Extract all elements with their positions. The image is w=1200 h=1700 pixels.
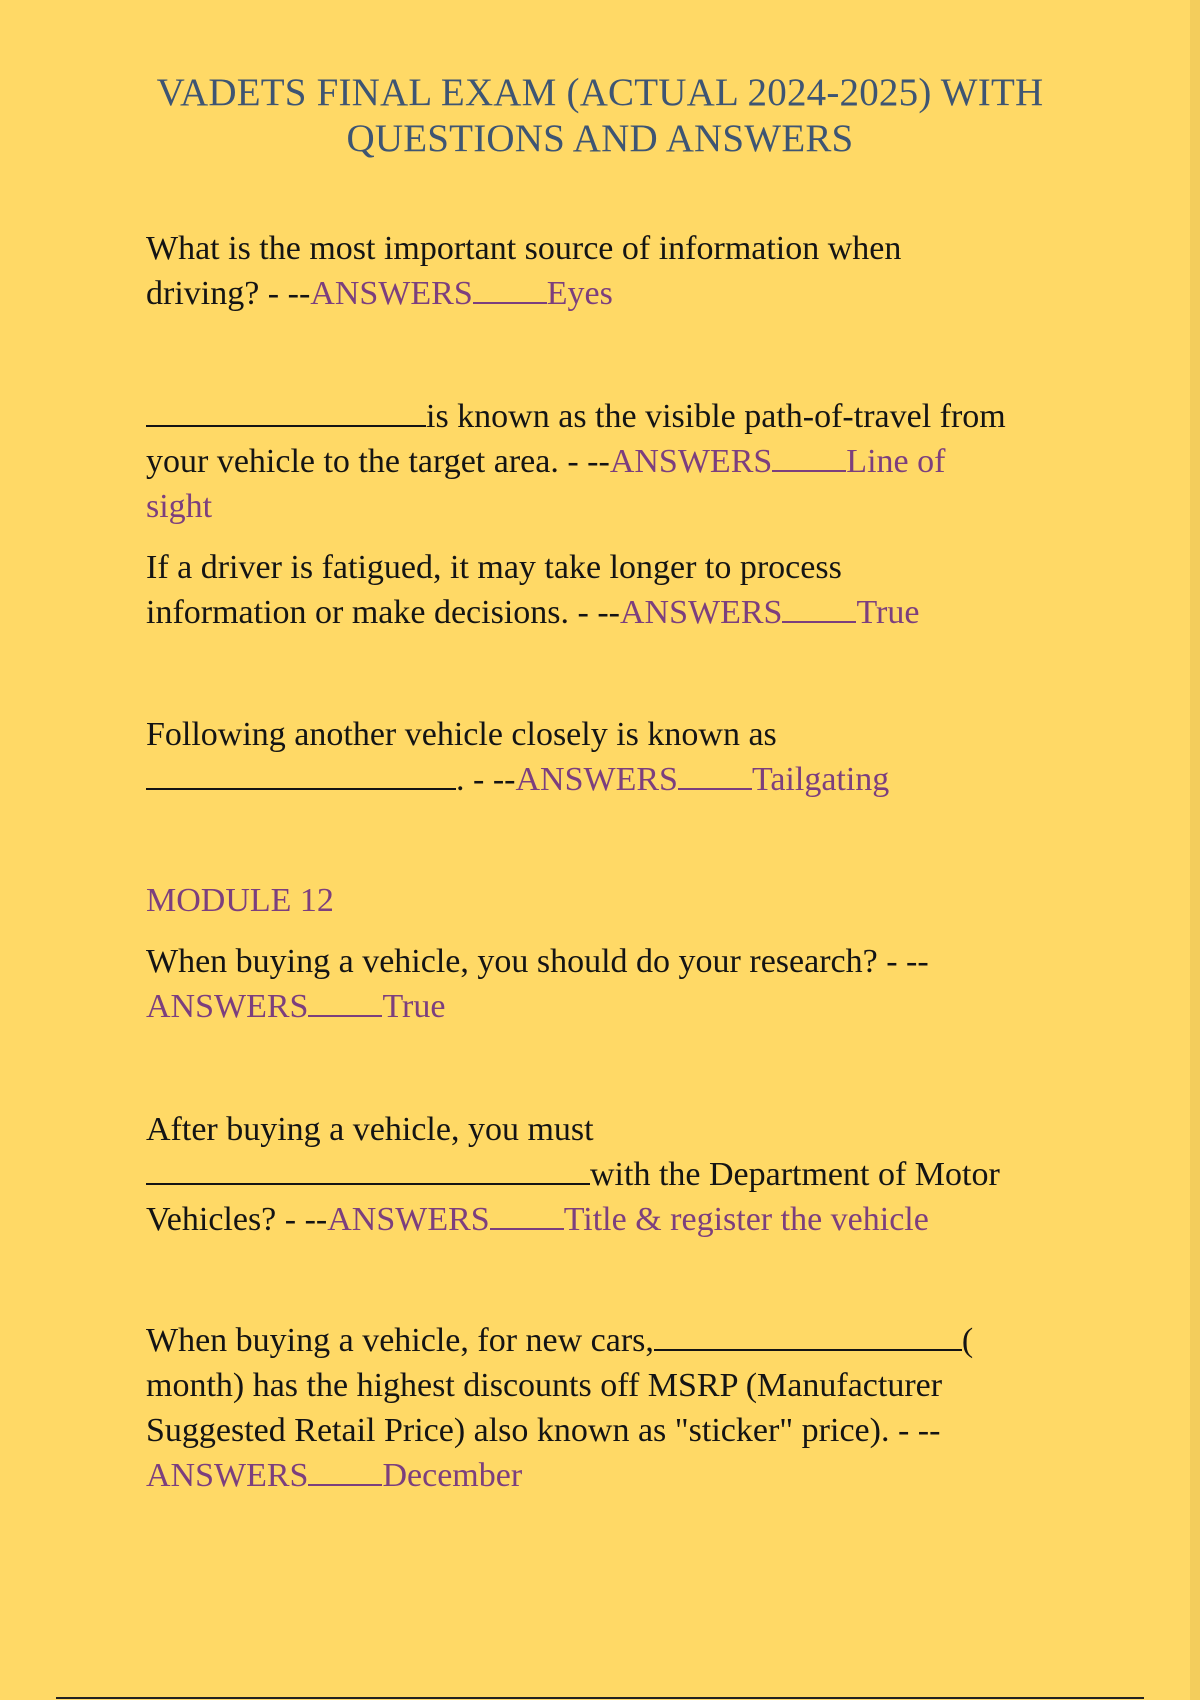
question-2-answer-part-2: sight (146, 488, 213, 525)
answers-label: ANSWERS (146, 1457, 309, 1494)
question-2-line-1 (146, 394, 1066, 439)
question-4 (146, 712, 1066, 802)
question-7-answer: December (382, 1457, 523, 1494)
answer-blank (782, 591, 856, 623)
question-1 (146, 226, 1066, 316)
question-2-text-1: is known as the visible path-of-travel from (426, 398, 1006, 435)
question-3 (146, 545, 1066, 635)
answer-blank (473, 272, 547, 304)
question-3-answer: True (856, 594, 920, 631)
question-7-paren: ( (961, 1322, 974, 1359)
question-5-answer: True (382, 988, 446, 1025)
module-heading: MODULE 12 (146, 882, 334, 919)
question-2-text-2: your vehicle to the target area. - -- (146, 443, 610, 480)
question-2-line-2 (146, 439, 1066, 484)
title-line-2: QUESTIONS AND ANSWERS (346, 117, 854, 160)
question-3-line-1: If a driver is fatigued, it may take longer to process (146, 549, 842, 586)
answers-label: ANSWERS (146, 988, 309, 1025)
question-1-answer: Eyes (546, 275, 613, 312)
question-1-line-1: What is the most important source of information when (146, 230, 902, 267)
title-line-1: VADETS FINAL EXAM (ACTUAL 2024-2025) WITH (156, 71, 1044, 114)
question-6-answer: Title & register the vehicle (563, 1201, 929, 1238)
question-3-text: information or make decisions. - -- (146, 594, 620, 631)
footer-divider (56, 1697, 1144, 1699)
answers-label: ANSWERS (619, 594, 783, 631)
answers-label: ANSWERS (327, 1201, 490, 1238)
fill-in-blank (146, 1153, 590, 1185)
document-title (120, 70, 1080, 162)
fill-in-blank (654, 1319, 962, 1351)
fill-in-blank (146, 758, 456, 790)
question-5-line-1: When buying a vehicle, you should do your research? - -- (146, 943, 929, 980)
page-edge-shadow (1190, 0, 1200, 1700)
answer-blank (490, 1198, 564, 1230)
question-6-line-3 (146, 1197, 1066, 1242)
question-7-line-2: month) has the highest discounts off MSRP (Manufacturer (146, 1367, 943, 1404)
question-1-text: driving? - -- (146, 275, 311, 312)
answer-blank (772, 440, 846, 472)
answers-label: ANSWERS (310, 275, 473, 312)
question-5 (146, 939, 1066, 1029)
question-4-text: . - -- (456, 761, 516, 798)
question-6 (146, 1107, 1066, 1242)
question-7 (146, 1318, 1066, 1498)
question-3-line-2 (146, 590, 1066, 635)
question-6-line-1: After buying a vehicle, you must (146, 1111, 594, 1148)
question-7-text-1: When buying a vehicle, for new cars, (146, 1322, 654, 1359)
question-7-line-4 (146, 1453, 1066, 1498)
question-7-line-1 (146, 1318, 1066, 1363)
answer-blank (678, 758, 752, 790)
answer-blank (308, 985, 382, 1017)
question-2-answer-part-1: Line of (846, 443, 946, 480)
question-4-line-2 (146, 757, 1066, 802)
question-6-text-2: with the Department of Motor (590, 1156, 1000, 1193)
question-1-line-2 (146, 271, 1066, 316)
answers-label: ANSWERS (609, 443, 773, 480)
question-4-line-1: Following another vehicle closely is known as (146, 716, 777, 753)
question-2 (146, 394, 1066, 529)
answer-blank (308, 1454, 382, 1486)
question-4-answer: Tailgating (751, 761, 890, 798)
question-6-line-2 (146, 1152, 1066, 1197)
question-7-line-3: Suggested Retail Price) also known as "sticker" price). - -- (146, 1412, 941, 1449)
answers-label: ANSWERS (515, 761, 678, 798)
question-5-line-2 (146, 984, 1066, 1029)
fill-in-blank (146, 395, 426, 427)
question-6-text-3: Vehicles? - -- (146, 1201, 328, 1238)
